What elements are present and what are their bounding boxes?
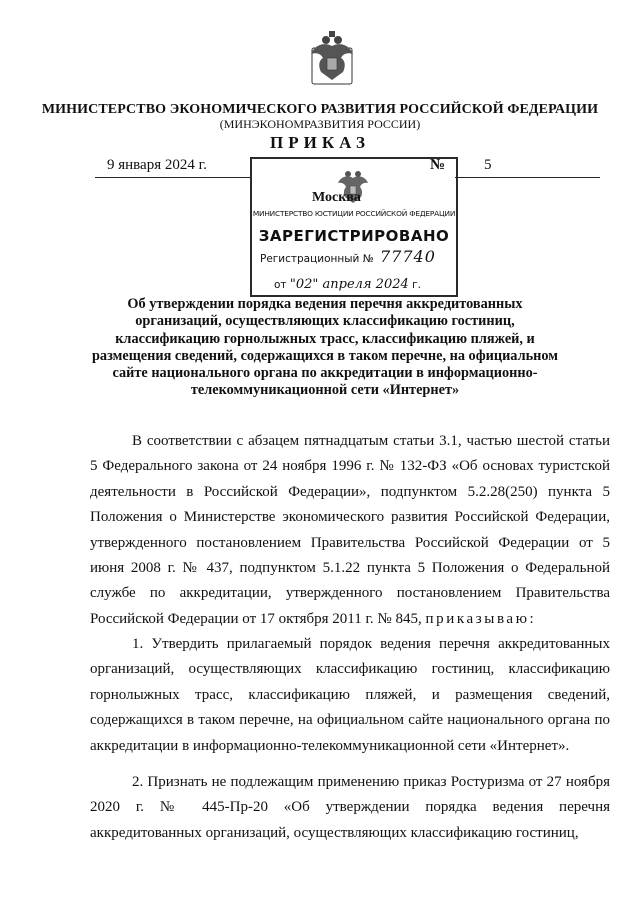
stamp-status: ЗАРЕГИСТРИРОВАНО <box>258 227 450 245</box>
stamp-date-prefix: от <box>274 279 287 291</box>
state-emblem-icon <box>303 28 361 86</box>
registration-stamp <box>250 157 458 297</box>
preamble-paragraph <box>90 429 610 632</box>
stamp-registration-number: 77740 <box>380 247 436 266</box>
order-verb: приказываю: <box>425 610 537 627</box>
ministry-name: МИНИСТЕРСТВО ЭКОНОМИЧЕСКОГО РАЗВИТИЯ РОССИЙСКОЙ ФЕДЕРАЦИИ <box>41 102 599 117</box>
city-name: Москва <box>312 190 361 205</box>
document-type: ПРИКАЗ <box>270 133 370 152</box>
date-underline <box>95 177 250 178</box>
stamp-registration-label: Регистрационный № <box>260 253 374 265</box>
clause-1-paragraph: 1. Утвердить прилагаемый порядок ведения перечня аккредитованных организаций, осуществляющих классификацию гостиниц, классификацию горнолыжных трасс, классификацию пляжей, и размещения сведений, содержащихся в таком перечне, на официальном сайте национального органа по аккредитации в информационно-телекоммуникационной сети «Интернет». <box>90 636 610 754</box>
clause-2-paragraph: 2. Признать не подлежащим применению приказ Ростуризма от 27 ноября 2020 г. № 445-Пр-20 «Об утверждении порядка ведения перечня аккредитованных организаций, осуществляющих классификацию гостиниц, <box>90 774 610 841</box>
number-underline <box>455 177 600 178</box>
stamp-organization: МИНИСТЕРСТВО ЮСТИЦИИ РОССИЙСКОЙ ФЕДЕРАЦИИ <box>252 209 456 218</box>
number-sign: № <box>430 157 446 173</box>
order-subject: Об утверждении порядка ведения перечня аккредитованных организаций, осуществляющих классификацию гостиниц, классификацию горнолыжных трасс, классификацию пляжей, и размещения сведений, содержащихся в таком перечне, на официальном сайте национального органа по аккредитации в информационно-телекоммуникационной сети «Интернет» <box>91 296 559 399</box>
preamble-text: В соответствии с абзацем пятнадцатым статьи 3.1, частью шестой статьи 5 Федерального закона от 24 ноября 1996 г. № 132-ФЗ «Об основах туристской деятельности в Российской Федерации», подпунктом 5.2.28(250) пункта 5 Положения о Министерстве экономического развития Российской Федерации, утвержденного постановлением Правительства Российской Федерации от 5 июня 2008 г. № 437, подпунктом 5.1.22 пункта 5 Положения о Федеральной службе по аккредитации, утвержденного постановлением Правительства Российской Федерации от 17 октября 2011 г. № 845, <box>90 433 610 627</box>
stamp-date-line <box>274 277 421 292</box>
stamp-date-suffix: г. <box>412 279 421 291</box>
stamp-date-handwritten: "02" апреля 2024 <box>289 277 409 292</box>
order-number: 5 <box>484 157 492 173</box>
order-date: 9 января 2024 г. <box>107 157 207 173</box>
ministry-short-name: (МИНЭКОНОМРАЗВИТИЯ РОССИИ) <box>219 117 421 131</box>
